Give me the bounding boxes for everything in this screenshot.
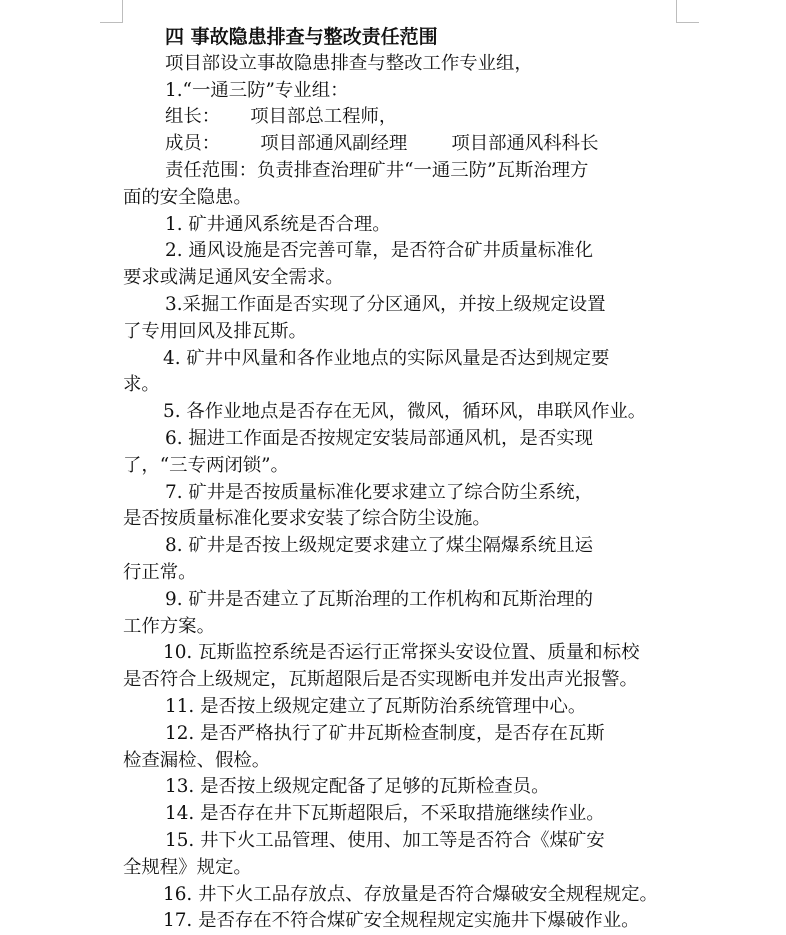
- scope-line-1: 责任范围：负责排查治理矿井“一通三防”瓦斯治理方: [165, 159, 589, 181]
- item-5: 5. 各作业地点是否存在无风，微风，循环风，串联风作业。: [163, 401, 647, 423]
- item-17: 17. 是否存在不符合煤矿安全规程规定实施井下爆破作业。: [163, 910, 640, 932]
- members-line: [123, 131, 681, 158]
- section-heading: 四 事故隐患排查与整改责任范围: [165, 26, 438, 48]
- item-3-cont: 了专用回风及排瓦斯。: [123, 320, 307, 342]
- item-6-cont: 了，“三专两闭锁”。: [123, 454, 289, 476]
- crop-mark-right-horizontal: [676, 22, 699, 23]
- leader-value: 项目部总工程师，: [250, 106, 398, 128]
- item-12-cont: 检查漏检、假检。: [123, 749, 271, 771]
- item-15-cont: 全规程》规定。: [123, 856, 252, 878]
- item-2-cont: 要求或满足通风安全需求。: [123, 267, 344, 289]
- group-title: 1.“一通三防”专业组：: [165, 79, 349, 101]
- members-label: 成员：: [165, 133, 221, 155]
- member-2: 项目部通风科科长: [451, 133, 599, 155]
- item-4: 4. 矿井中风量和各作业地点的实际风量是否达到规定要: [163, 347, 610, 369]
- item-11: 11. 是否按上级规定建立了瓦斯防治系统管理中心。: [165, 695, 587, 717]
- item-13: 13. 是否按上级规定配备了足够的瓦斯检查员。: [165, 776, 550, 798]
- member-1: 项目部通风副经理: [260, 133, 408, 155]
- scope-line-2: 面的安全隐患。: [123, 186, 252, 208]
- item-12: 12. 是否严格执行了矿井瓦斯检查制度，是否存在瓦斯: [165, 722, 605, 744]
- crop-mark-left-horizontal: [100, 22, 123, 23]
- item-8-cont: 行正常。: [123, 561, 197, 583]
- intro-paragraph: 项目部设立事故隐患排查与整改工作专业组，: [165, 52, 533, 74]
- item-2: 2. 通风设施是否完善可靠，是否符合矿井质量标准化: [165, 240, 593, 262]
- item-9-cont: 工作方案。: [123, 615, 215, 637]
- item-9: 9. 矿井是否建立了瓦斯治理的工作机构和瓦斯治理的: [165, 588, 593, 610]
- item-4-cont: 求。: [123, 374, 160, 396]
- leader-label: 组长：: [165, 106, 221, 128]
- item-6: 6. 掘进工作面是否按规定安装局部通风机，是否实现: [165, 427, 593, 449]
- leader-line: [123, 104, 681, 131]
- item-8: 8. 矿井是否按上级规定要求建立了煤尘隔爆系统且运: [165, 535, 593, 557]
- document-page: [123, 24, 681, 935]
- item-3: 3.采掘工作面是否实现了分区通风，并按上级规定设置: [165, 293, 606, 315]
- item-7: 7. 矿井是否按质量标准化要求建立了综合防尘系统，: [165, 481, 593, 503]
- item-14: 14. 是否存在井下瓦斯超限后，不采取措施继续作业。: [165, 803, 605, 825]
- crop-mark-left-vertical: [122, 0, 123, 22]
- crop-mark-right-vertical: [676, 0, 677, 22]
- item-1: 1. 矿井通风系统是否合理。: [165, 213, 391, 235]
- item-15: 15. 井下火工品管理、使用、加工等是否符合《煤矿安: [165, 829, 605, 851]
- item-10: 10. 瓦斯监控系统是否运行正常探头安设位置、质量和标校: [163, 642, 640, 664]
- item-7-cont: 是否按质量标准化要求安装了综合防尘设施。: [123, 508, 491, 530]
- item-10-cont: 是否符合上级规定，瓦斯超限后是否实现断电并发出声光报警。: [123, 669, 638, 691]
- item-16: 16. 井下火工品存放点、存放量是否符合爆破安全规程规定。: [163, 883, 658, 905]
